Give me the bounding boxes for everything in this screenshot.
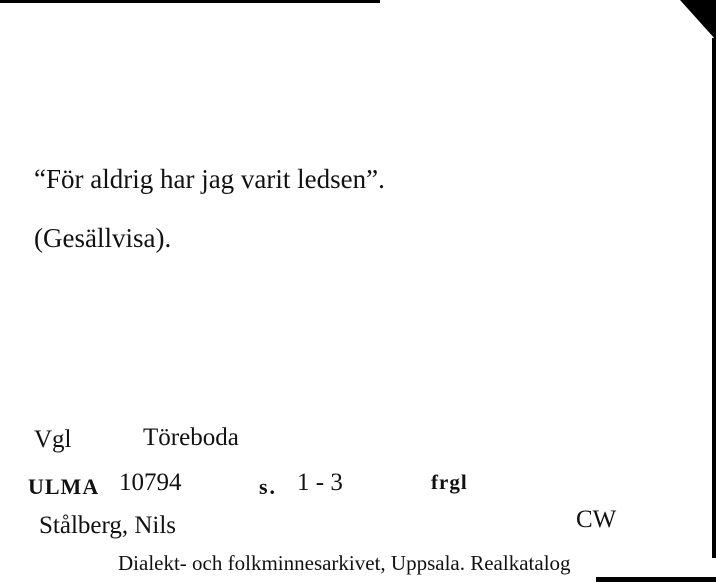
recorder-initials: CW (576, 506, 617, 533)
archive-label: ULMA (28, 474, 100, 499)
song-title: “För aldrig har jag varit ledsen”. (34, 164, 385, 194)
archive-number: 10794 (119, 469, 182, 496)
province-code: Vgl (34, 426, 72, 453)
informant-name: Stålberg, Nils (39, 512, 177, 539)
place-name: Töreboda (143, 424, 239, 451)
scan-corner-top-right (680, 0, 716, 40)
archive-footer: Dialekt- och folkminnesarkivet, Uppsala. Realkatalog (118, 551, 571, 575)
scan-edge-right (712, 38, 716, 558)
page-range: 1 - 3 (297, 469, 343, 496)
song-genre: (Gesällvisa). (34, 223, 172, 253)
pages-label: s. (259, 474, 278, 499)
frgl-marker: frgl (431, 470, 468, 494)
scan-edge-top (0, 0, 380, 3)
scan-edge-bottom (596, 577, 716, 582)
